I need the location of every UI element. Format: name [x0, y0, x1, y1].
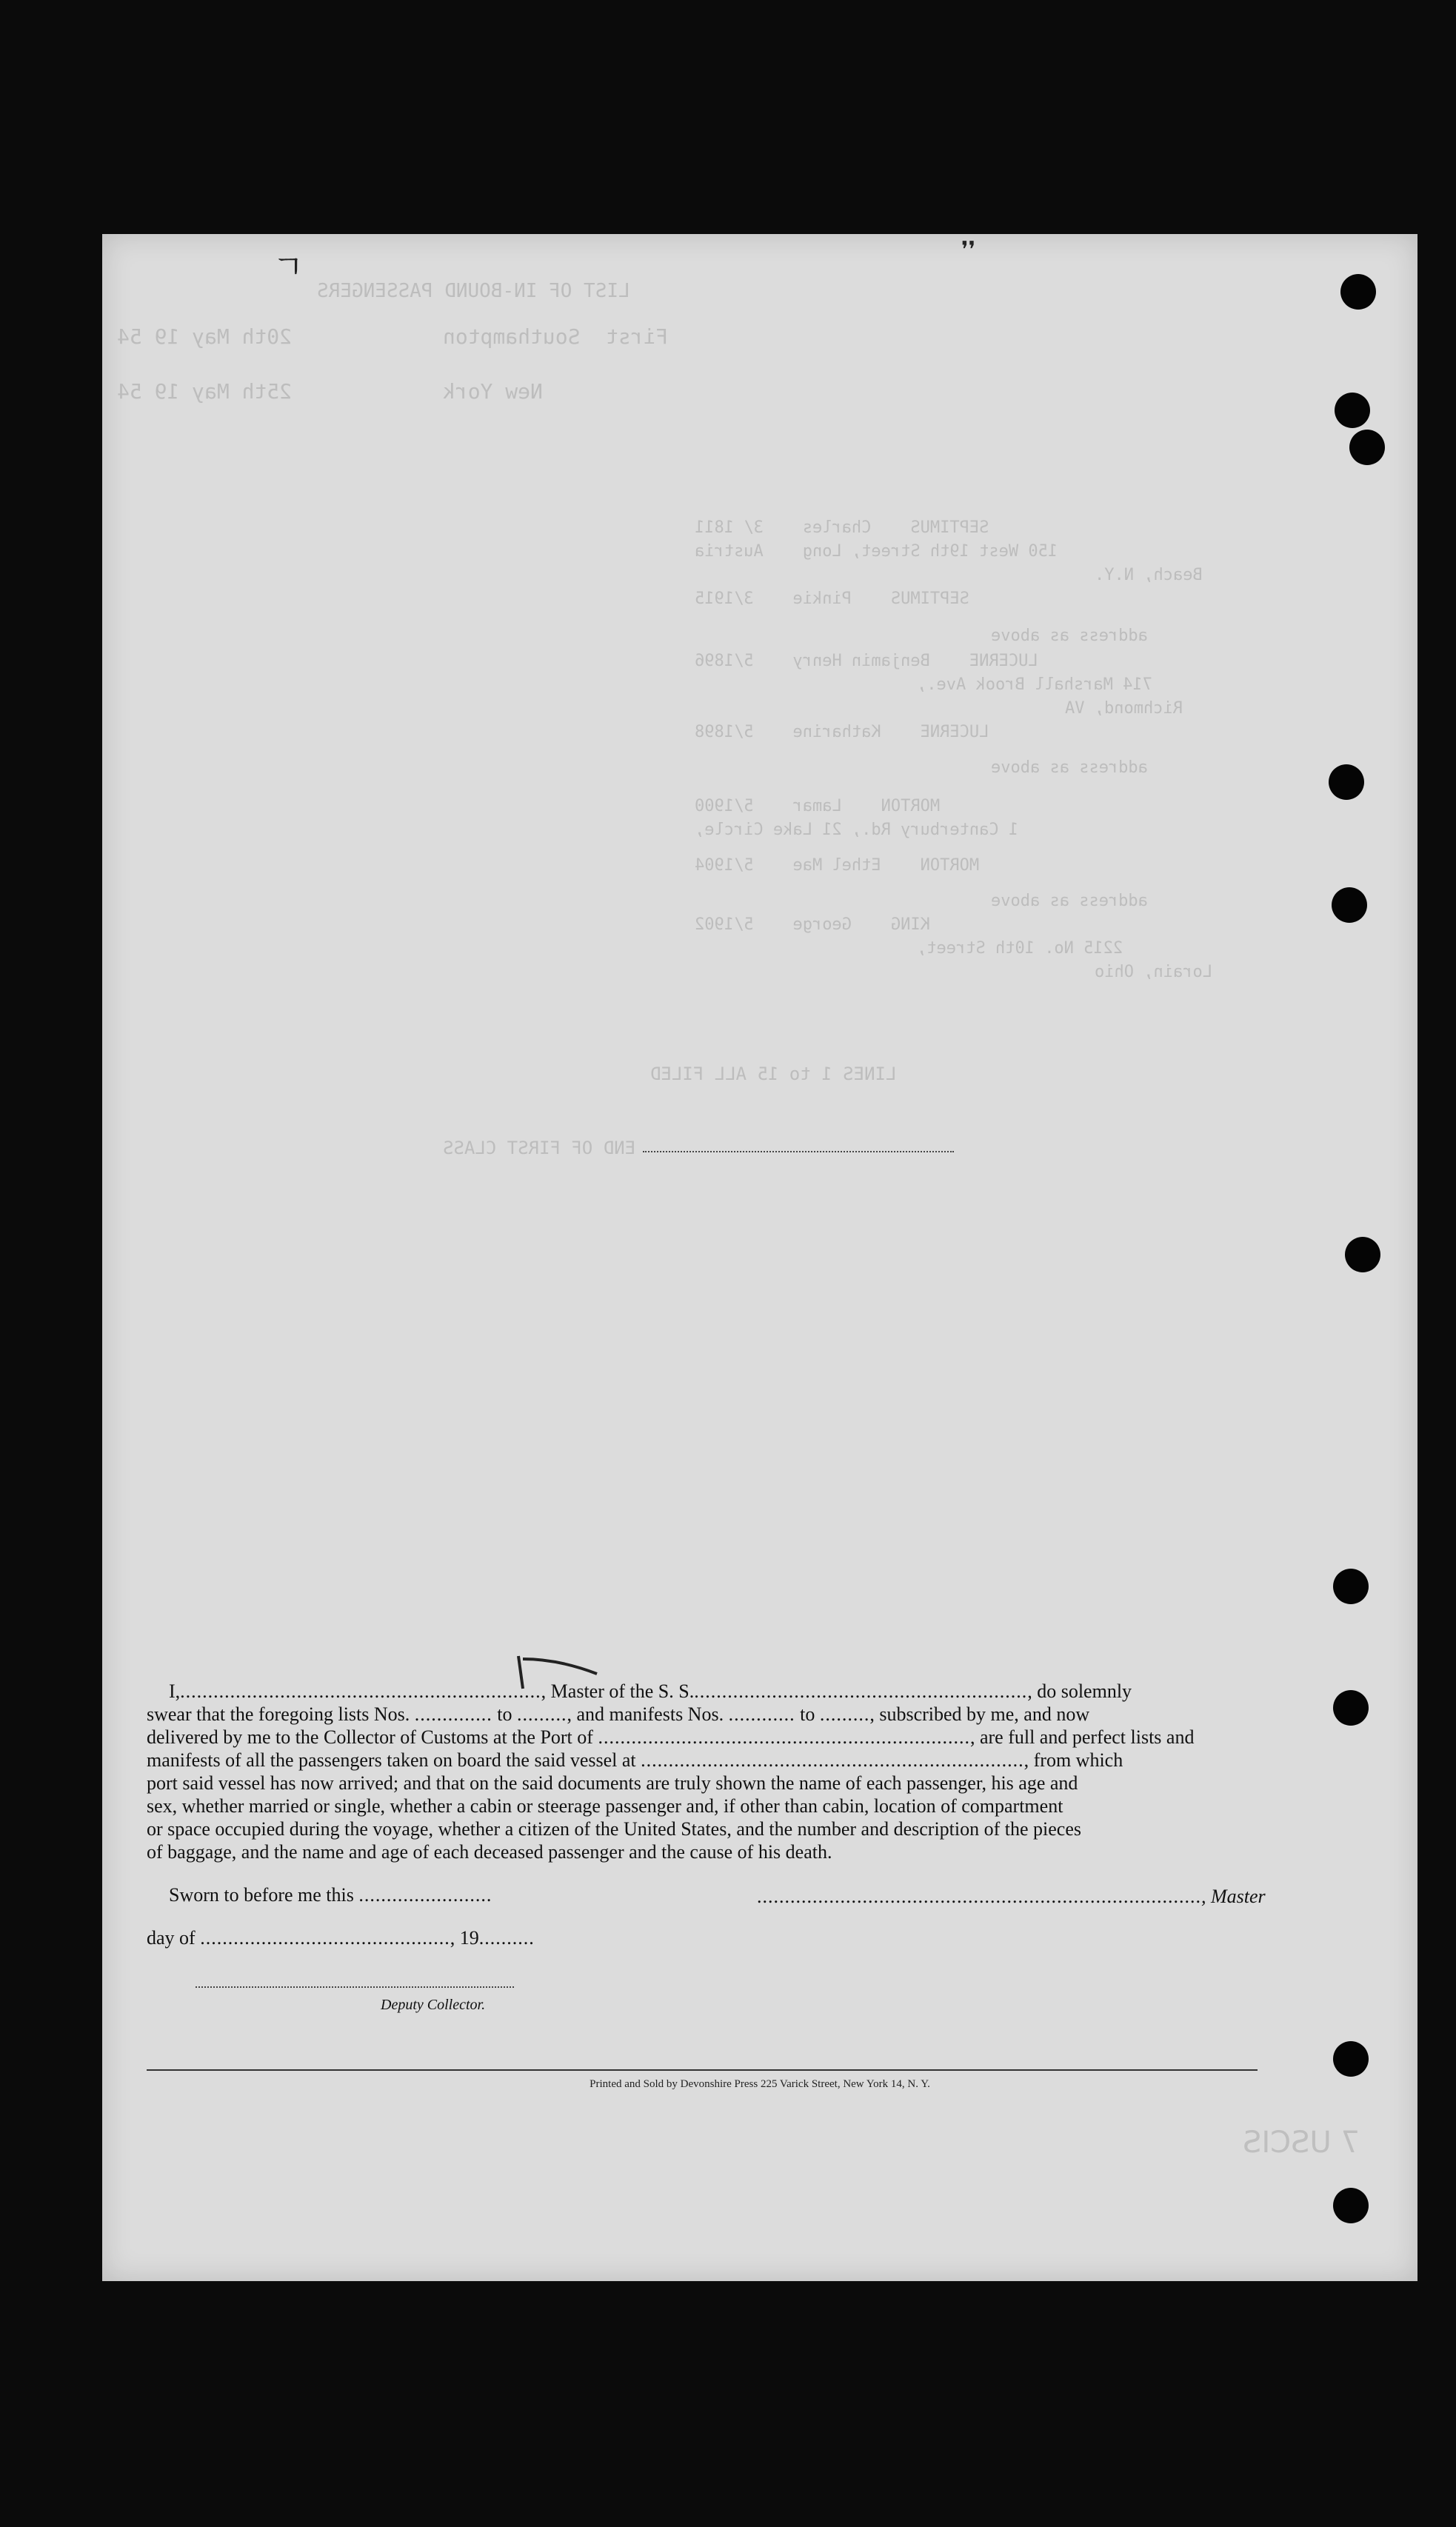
blank-field[interactable]: ..................................................................... — [641, 1749, 1024, 1771]
blank-field[interactable]: .............. — [414, 1703, 492, 1725]
blank-field[interactable]: ................................................................... — [598, 1726, 970, 1748]
year-label: , 19 — [450, 1927, 479, 1949]
day-line — [147, 1927, 535, 1949]
master-signature-field[interactable]: ................................................................................ — [757, 1886, 1201, 1907]
binder-hole — [1333, 1569, 1369, 1604]
bleedthrough-row: 2215 No. 10th Street, — [917, 939, 1123, 958]
bleedthrough-date1: 20th May 19 54 — [117, 324, 293, 349]
end-dotted-line — [643, 1151, 954, 1152]
oath-line: or space occupied during the voyage, whether a citizen of the United States, and the number and description of the pieces — [147, 1818, 1082, 1840]
bleedthrough-title: LIST OF IN-BOUND PASSENGERS — [317, 280, 630, 302]
binder-hole — [1345, 1237, 1380, 1272]
bleedthrough-class: First — [606, 324, 669, 349]
sworn-line — [169, 1884, 492, 1906]
pen-mark: ㄱ — [273, 248, 304, 286]
bleedthrough-row: LUCERNE Benjamin Henry 5/1896 — [695, 652, 1038, 670]
oath-text: , from which — [1023, 1749, 1123, 1771]
binder-hole — [1333, 2041, 1369, 2077]
blank-field[interactable]: .......... — [478, 1927, 535, 1949]
bleedthrough-end: END OF FIRST CLASS — [443, 1138, 636, 1158]
blank-field[interactable]: ................................................................. — [180, 1680, 541, 1702]
oath-text: , and manifests Nos. — [567, 1703, 724, 1725]
bleedthrough-to: New York — [443, 379, 543, 404]
oath-line: port said vessel has now arrived; and that on the said documents are truly shown the name of each passenger, his age and — [147, 1772, 1078, 1794]
binder-hole — [1335, 393, 1370, 428]
manifest-page — [102, 234, 1417, 2281]
bleedthrough-row: SEPTIMUS Pinkie 3/1915 — [695, 590, 969, 608]
binder-hole — [1349, 430, 1385, 465]
sworn-label: Sworn to before me this — [169, 1884, 354, 1906]
bleedthrough-footer: LINES 1 to 15 ALL FILED — [650, 1064, 897, 1084]
bleedthrough-row: MORTON Lamar 5/1900 — [695, 797, 941, 815]
pen-mark: ❜❜ — [961, 237, 976, 263]
bleedthrough-date2: 25th May 19 54 — [117, 379, 293, 404]
bleedthrough-row: Lorain, Ohio — [1095, 963, 1212, 981]
oath-text: to — [497, 1703, 512, 1725]
deputy-label: Deputy Collector. — [381, 1997, 486, 2013]
blank-field[interactable]: ........................ — [358, 1884, 492, 1906]
oath-text: , Master of the S. S. — [541, 1680, 695, 1702]
blank-field[interactable]: ............ — [728, 1703, 795, 1725]
oath-text: delivered by me to the Collector of Customs at the Port of — [147, 1726, 593, 1748]
day-label: day of — [147, 1927, 196, 1949]
oath-text: swear that the foregoing lists Nos. — [147, 1703, 410, 1725]
blank-field[interactable]: ......... — [517, 1703, 567, 1725]
binder-hole — [1329, 764, 1364, 800]
bleedthrough-row: Richmond, VA — [1065, 699, 1183, 718]
oath-text: , do solemnly — [1027, 1680, 1132, 1702]
oath-text: , subscribed by me, and now — [869, 1703, 1090, 1725]
blank-field[interactable]: ......... — [819, 1703, 870, 1725]
oath-text: , are full and perfect lists and — [969, 1726, 1195, 1748]
oath-text: to — [800, 1703, 815, 1725]
bleedthrough-row: 714 Marshall Brook Ave., — [917, 675, 1152, 694]
binder-hole — [1333, 2188, 1369, 2223]
bleedthrough-stamp: 7 USCIS — [1243, 2126, 1360, 2160]
bleedthrough-row: 1 Canterbury Rd., 21 Lake Circle, — [695, 821, 1019, 839]
bleedthrough-row: 150 West 19th Street, Long Austria — [695, 542, 1058, 561]
oath-line — [147, 1680, 1258, 1703]
oath-paragraph — [147, 1680, 1258, 1863]
bleedthrough-row: address as above — [991, 758, 1148, 777]
bleedthrough-row: address as above — [991, 892, 1148, 910]
oath-text: manifests of all the passengers taken on board the said vessel at — [147, 1749, 636, 1771]
bleedthrough-row: SEPTIMUS Charles 3/ 1811 — [695, 518, 989, 537]
bleedthrough-row: MORTON Ethel Mae 5/1904 — [695, 856, 980, 875]
oath-line: of baggage, and the name and age of each deceased passenger and the cause of his death. — [147, 1841, 832, 1863]
oath-line — [147, 1726, 1258, 1749]
deputy-signature-field[interactable] — [196, 1986, 514, 1988]
blank-field[interactable]: ............................................. — [200, 1927, 450, 1949]
master-line — [757, 1886, 1266, 1908]
binder-hole — [1333, 1690, 1369, 1726]
blank-field[interactable]: ............................................................ — [694, 1680, 1028, 1702]
oath-line — [147, 1703, 1258, 1726]
bleedthrough-row: address as above — [991, 627, 1148, 645]
oath-line — [147, 1749, 1258, 1772]
printer-imprint: Printed and Sold by Devonshire Press 225 Varick Street, New York 14, N. Y. — [590, 2078, 930, 2090]
bleedthrough-row: LUCERNE Katharine 5/1898 — [695, 723, 989, 741]
oath-text: I, — [169, 1680, 181, 1702]
oath-line: sex, whether married or single, whether a cabin or steerage passenger and, if other than cabin, location of compartment — [147, 1795, 1063, 1817]
master-label: , Master — [1201, 1886, 1266, 1907]
bleedthrough-row: Beach, N.Y. — [1095, 566, 1203, 584]
bottom-rule — [147, 2069, 1258, 2071]
bleedthrough-row: KING George 5/1902 — [695, 915, 930, 934]
binder-hole — [1332, 887, 1367, 923]
bleedthrough-from: Southampton — [443, 324, 581, 349]
binder-hole — [1340, 274, 1376, 310]
